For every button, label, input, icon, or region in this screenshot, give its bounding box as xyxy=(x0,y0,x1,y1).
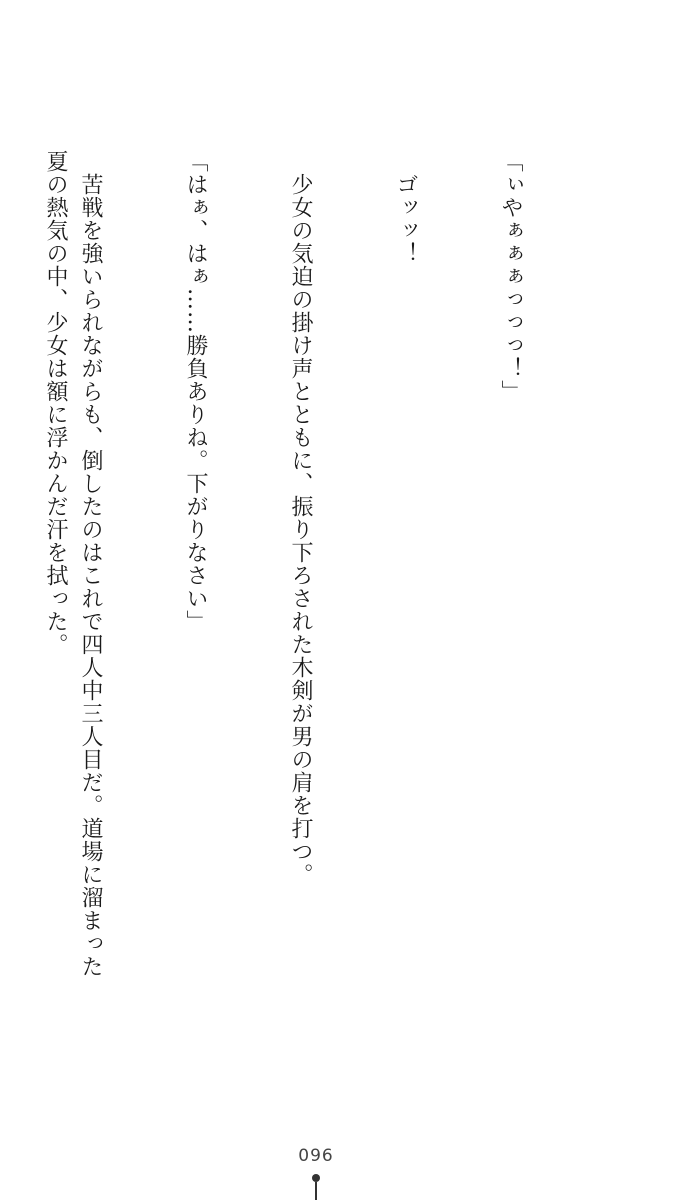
paragraph: 少女の気迫の掛け声とともに、振り下ろされた木剣が男の肩を打つ。 xyxy=(288,150,313,886)
page-marker-icon xyxy=(312,1174,320,1200)
paragraph: ゴッッ！ xyxy=(393,150,418,265)
marker-stem xyxy=(315,1182,317,1200)
paragraph: 「ぃやぁぁぁっっっ！」 xyxy=(498,150,523,403)
paragraph: 苦戦を強いられながらも、倒したのはこれで四人中三人目だ。道場に溜まった夏の熱気の中、少女は額に浮かんだ汗を拭った。 xyxy=(43,150,103,978)
vertical-text-block xyxy=(0,150,598,980)
marker-dot xyxy=(312,1174,320,1182)
page-number: 096 xyxy=(298,1146,334,1166)
paragraph: 「はぁ、はぁ……勝負ありね。下がりなさい」 xyxy=(183,150,208,633)
